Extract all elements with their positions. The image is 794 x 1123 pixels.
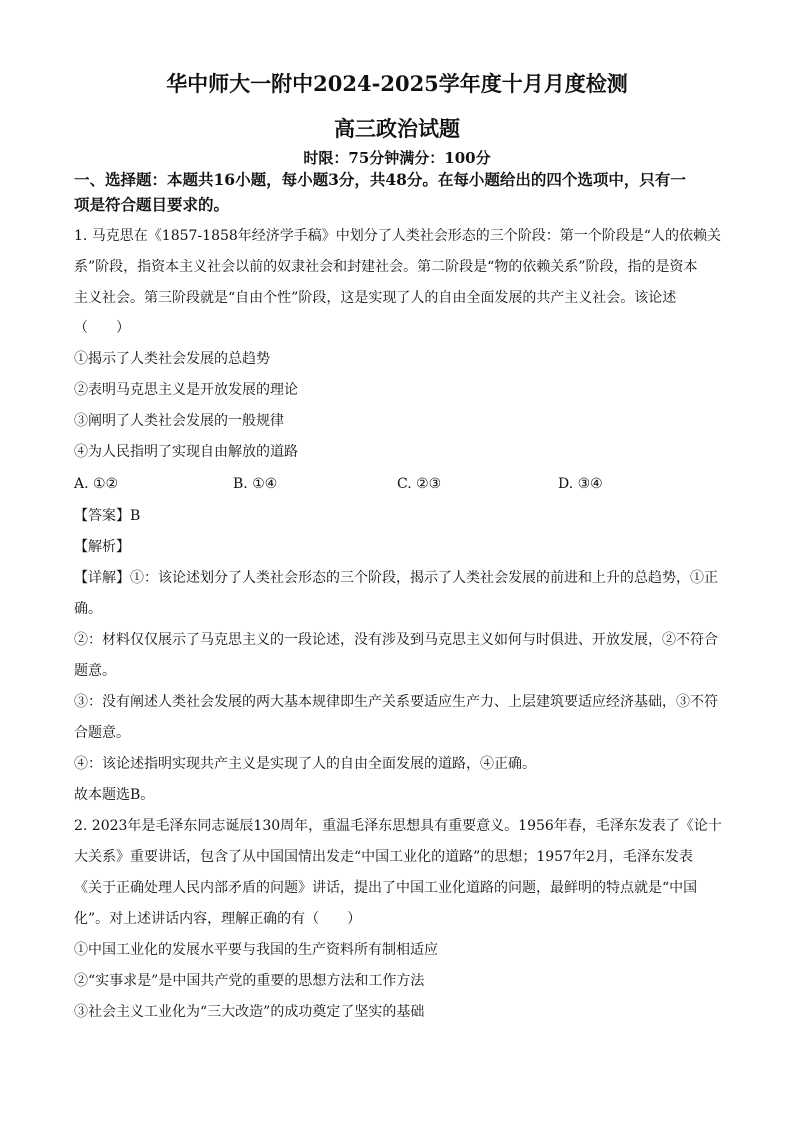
q1-statement: ①揭示了人类社会发展的总趋势 bbox=[74, 351, 270, 367]
section-heading: 一、选择题：本题共16小题，每小题3分，共48分。在每小题给出的四个选项中，只有一 bbox=[74, 170, 686, 189]
q2-statement: ②“实事求是”是中国共产党的重要的思想方法和工作方法 bbox=[74, 973, 425, 989]
q2-stem-line: 《关于正确处理人民内部矛盾的问题》讲话，提出了中国工业化道路的问题，最鲜明的特点就是“中国 bbox=[74, 880, 698, 896]
q2-stem-line: 化”。对上述讲话内容，理解正确的有（ ） bbox=[74, 911, 362, 927]
q1-stem-line: 系”阶段，指资本主义社会以前的奴隶社会和封建社会。第二阶段是“物的依赖关系”阶段，指的是资本 bbox=[74, 259, 698, 275]
q2-stem-line: 大关系》重要讲话，包含了从中国国情出发走“中国工业化的道路”的思想；1957年2月，毛泽东发表 bbox=[74, 849, 693, 865]
q1-option-b: B. ①④ bbox=[233, 476, 278, 492]
q2-statement: ①中国工业化的发展水平要与我国的生产资料所有制相适应 bbox=[74, 942, 438, 958]
q1-answer-paren: （ ） bbox=[74, 320, 130, 336]
q1-statement: ③阐明了人类社会发展的一般规律 bbox=[74, 413, 284, 429]
section-heading-cont: 项是符合题目要求的。 bbox=[74, 195, 230, 214]
q1-detail-line: 【详解】①：该论述划分了人类社会形态的三个阶段，揭示了人类社会发展的前进和上升的总趋势，①正 bbox=[74, 570, 718, 586]
q1-detail-line: ③：没有阐述人类社会发展的两大基本规律即生产关系要适应生产力、上层建筑要适应经济基础，③不符 bbox=[74, 694, 718, 710]
q1-detail-line: 题意。 bbox=[74, 663, 116, 679]
exam-title: 华中师大一附中2024-2025学年度十月月度检测 bbox=[166, 71, 628, 96]
q1-stem-line: 主义社会。第三阶段就是“自由个性”阶段，这是实现了人的自由全面发展的共产主义社会。该论述 bbox=[74, 290, 677, 306]
q1-option-c: C. ②③ bbox=[397, 476, 442, 492]
q1-detail-line: 合题意。 bbox=[74, 725, 130, 741]
exam-subtitle: 高三政治试题 bbox=[334, 116, 460, 141]
q1-detail-line: ②：材料仅仅展示了马克思主义的一段论述，没有涉及到马克思主义如何与时俱进、开放发展，②不符合 bbox=[74, 632, 718, 648]
q1-stem-line: 1. 马克思在《1857-1858年经济学手稿》中划分了人类社会形态的三个阶段：第一个阶段是“人的依赖关 bbox=[74, 228, 721, 244]
q1-answer: 【答案】B bbox=[74, 508, 141, 524]
q2-stem-line: 2. 2023年是毛泽东同志诞辰130周年，重温毛泽东思想具有重要意义。1956年春，毛泽东发表了《论十 bbox=[74, 818, 722, 834]
q1-analysis-label: 【解析】 bbox=[74, 539, 130, 555]
q2-statement: ③社会主义工业化为“三大改造”的成功奠定了坚实的基础 bbox=[74, 1004, 425, 1020]
q1-conclusion: 故本题选B。 bbox=[74, 787, 155, 803]
q1-option-d: D. ③④ bbox=[558, 476, 603, 492]
q1-detail-line: ④：该论述指明实现共产主义是实现了人的自由全面发展的道路，④正确。 bbox=[74, 756, 536, 772]
q1-option-a: A. ①② bbox=[74, 476, 119, 492]
q1-statement: ④为人民指明了实现自由解放的道路 bbox=[74, 444, 298, 460]
time-info: 时限：75分钟满分：100分 bbox=[303, 149, 491, 167]
q1-detail-line: 确。 bbox=[74, 601, 102, 617]
q1-statement: ②表明马克思主义是开放发展的理论 bbox=[74, 382, 298, 398]
